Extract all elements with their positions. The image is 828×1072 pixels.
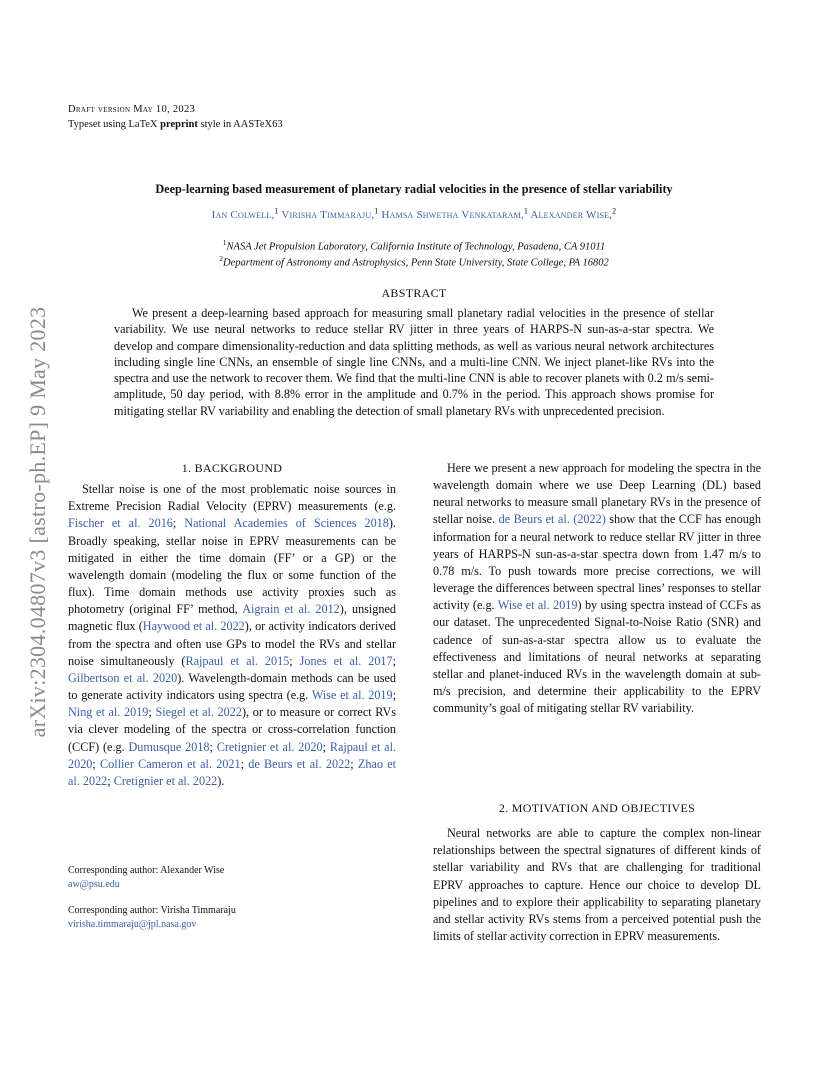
typeset-prefix: Typeset using LaTeX bbox=[68, 119, 161, 130]
typeset-style: preprint bbox=[160, 119, 198, 130]
draft-version: Draft version May 10, 2023 bbox=[68, 104, 196, 115]
author[interactable]: Virisha Timmaraju,$^1$ bbox=[281, 206, 379, 221]
citation-link[interactable]: Aigrain et al. 2012 bbox=[242, 602, 340, 617]
right-column bbox=[433, 460, 761, 717]
citation-link[interactable]: Jones et al. 2017 bbox=[299, 653, 393, 668]
section-body: Stellar noise is one of the most problematic noise sources in Extreme Precision Radial Velocity (EPRV) measurements (e.g. Fischer et al. 2016; National Academies of Sciences 2018). Broadly speaking, stellar noise in EPRV measurements can be mitigated in either the time domain (FF’ or a GP) or the wavelength domain (modeling the flux or some function of the flux). Time domain methods use activity proxies such as photometry (original FF’ method, Aigrain et al. 2012), unsigned magnetic flux (Haywood et al. 2022), or activity indicators derived from the spectra and often use GPs to model the RVs and stellar noise simultaneously (Rajpaul et al. 2015; Jones et al. 2017; Gilbertson et al. 2020). Wavelength-domain methods can be used to generate activity indicators using spectra (e.g. Wise et al. 2019; Ning et al. 2019; Siegel et al. 2022), or to measure or correct RVs via clever modeling of the spectra or cross-correlation function (CCF) (e.g. Dumusque 2018; Cretignier et al. 2020; Rajpaul et al. 2020; Collier Cameron et al. 2021; de Beurs et al. 2022; Zhao et al. 2022; Cretignier et al. 2022). bbox=[68, 482, 397, 788]
citation-link[interactable]: Rajpaul et al. 2020 bbox=[68, 739, 397, 771]
section-heading: 2. MOTIVATION AND OBJECTIVES bbox=[498, 801, 696, 815]
section-2 bbox=[433, 800, 761, 945]
citation-link[interactable]: Ning et al. 2019 bbox=[68, 705, 149, 720]
citation-link[interactable]: Gilbertson et al. 2020 bbox=[68, 670, 178, 685]
abstract-heading: ABSTRACT bbox=[381, 286, 447, 300]
abstract-text: We present a deep-learning based approach for measuring small planetary radial velocities in the presence of stellar variability. We use neural networks to reduce stellar RV jitter in three years of HARPS-N sun-as-a-star spectra. We develop and compare dimensionality-reduction and data splitting methods, as well as various neural network architectures including single line CNNs, an ensemble of single line CNNs, and a multi-line CNN. We inject planet-like RVs into the spectra and use the network to recover them. We find that the multi-line CNN is able to recover planets with 0.2 m/s semi-amplitude, 50 day period, with 8.8% error in the amplitude and 0.7% in the period. This approach shows promise for mitigating stellar RV variability and enabling the detection of small planetary RVs with unprecedented precision. bbox=[114, 306, 714, 418]
affiliation: $^1$NASA Jet Propulsion Laboratory, California Institute of Technology, Pasadena, CA 91011 bbox=[222, 238, 606, 253]
citation-link[interactable]: Rajpaul et al. 2015 bbox=[185, 653, 290, 668]
citation-link[interactable]: Cretignier et al. 2022 bbox=[113, 773, 218, 788]
arxiv-identifier: arXiv:2304.04807v3 [astro-ph.EP] 9 May 2023 bbox=[25, 306, 50, 738]
author-email[interactable]: virisha.timmaraju@jpl.nasa.gov bbox=[68, 919, 197, 930]
citation-link[interactable]: Cretignier et al. 2020 bbox=[216, 739, 323, 754]
citation-link[interactable]: Collier Cameron et al. 2021 bbox=[100, 756, 241, 771]
corresponding-label: Corresponding author: Alexander Wise bbox=[68, 865, 225, 876]
corresponding-author bbox=[68, 864, 398, 932]
citation-link[interactable]: National Academies of Sciences 2018 bbox=[184, 516, 389, 531]
typeset-line bbox=[68, 119, 283, 130]
author[interactable]: Ian Colwell,$^1$ bbox=[211, 206, 279, 221]
author[interactable]: Alexander Wise,$^2$ bbox=[530, 206, 617, 221]
citation-link[interactable]: Wise et al. 2019 bbox=[497, 598, 578, 613]
corresponding-label: Corresponding author: Virisha Timmaraju bbox=[68, 905, 236, 916]
citation-link[interactable]: Zhao et al. 2022 bbox=[68, 756, 397, 788]
author-email[interactable]: aw@psu.edu bbox=[68, 879, 120, 890]
left-column bbox=[68, 460, 396, 790]
citation-link[interactable]: Dumusque 2018 bbox=[128, 739, 210, 754]
citation-link[interactable]: Wise et al. 2019 bbox=[311, 688, 393, 703]
citation-link[interactable]: Fischer et al. 2016 bbox=[68, 516, 173, 531]
citation-link[interactable]: Haywood et al. 2022 bbox=[142, 619, 245, 634]
arxiv-sidebar bbox=[18, 262, 58, 782]
section-body: Here we present a new approach for modeling the spectra in the wavelength domain where we use Deep Learning (DL) based neural networks to measure small planetary RVs in the presence of stellar noise. de Beurs et al. (2022) show that the CCF has enough information for a neural network to reduce stellar RV jitter in three years of HARPS-N sun-as-a-star spectra down from 1.47 m/s to 0.78 m/s. To push towards more precise corrections, we will leverage the differences between spectral lines’ responses to stellar activity (e.g. Wise et al. 2019) by using spectra instead of CCFs as our dataset. The unprecedented Signal-to-Noise Ratio (SNR) and cadence of sun-as-a-star spectra allow us to evaluate the effectiveness and limitations of neural networks at separating stellar and planet-induced RVs in the wavelength domain at sub-m/s precision, and determine their applicability to the EPRV community’s goal of mitigating stellar RV variability. bbox=[433, 461, 761, 716]
section-heading: 1. BACKGROUND bbox=[181, 461, 283, 475]
typeset-suffix: style in AASTeX63 bbox=[197, 119, 283, 130]
author-list bbox=[68, 206, 760, 221]
author[interactable]: Hamsa Shwetha Venkataram,$^1$ bbox=[381, 206, 529, 221]
section-body: Neural networks are able to capture the complex non-linear relationships between the spectral signatures of different kinds of stellar variability and RVs that are challenging for traditional EPRV approaches to capture. Hence our choice to develop DL pipelines and to explore their applicability to separating planetary and stellar activity RVs stems from a perceived potential push the limits of stellar activity correction in EPRV measurements. bbox=[433, 826, 761, 944]
affiliation: $^2$Department of Astronomy and Astrophysics, Penn State University, State College, PA 16802 bbox=[219, 254, 609, 269]
citation-link[interactable]: de Beurs et al. (2022) bbox=[498, 512, 606, 527]
citation-link[interactable]: de Beurs et al. 2022 bbox=[248, 756, 351, 771]
citation-link[interactable]: Siegel et al. 2022 bbox=[155, 705, 242, 720]
paper-title: Deep-learning based measurement of planetary radial velocities in the presence of stellar variability bbox=[155, 182, 673, 196]
